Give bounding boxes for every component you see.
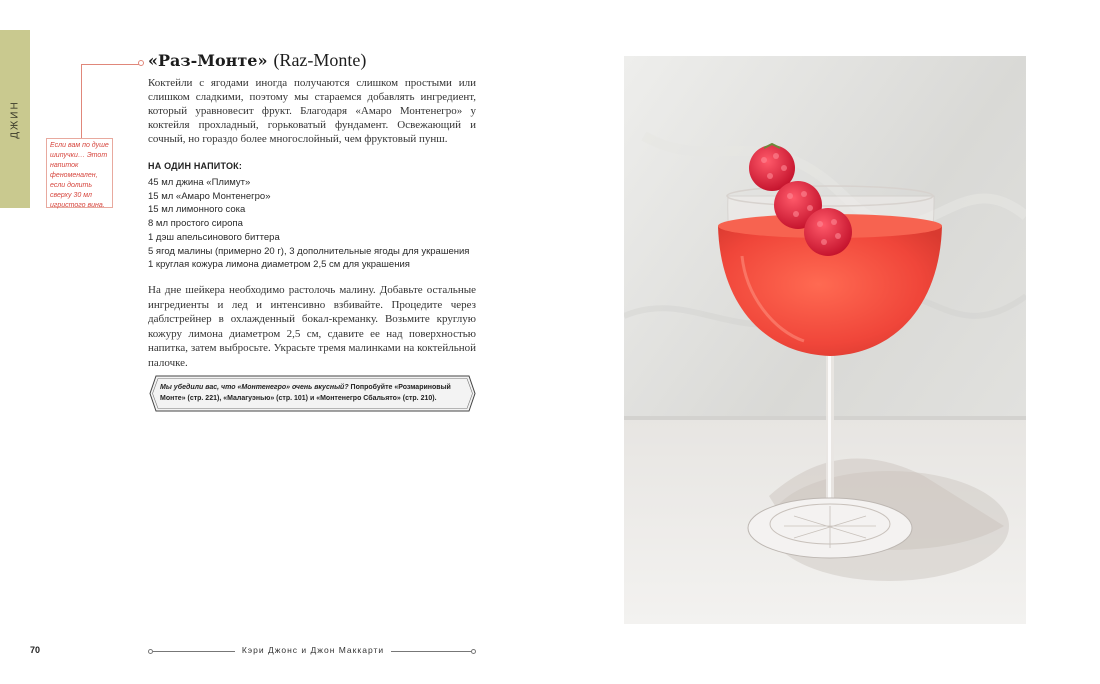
tip-text-italic: Мы убедили вас, что «Монтенегро» очень вкусный? [160, 384, 349, 391]
chapter-tab-label-wrap [0, 30, 30, 208]
ingredient-item: 45 мл джина «Плимут» [148, 177, 251, 188]
tip-box [149, 375, 476, 412]
recipe-title-en: (Raz-Monte) [273, 50, 367, 70]
ingredient-item: 15 мл «Амаро Монтенегро» [148, 190, 271, 202]
ingredient-item: 5 ягод малины (примерно 20 г), 3 дополнительные ягоды для украшения [148, 245, 470, 257]
ingredients-list [148, 176, 488, 272]
ingredients-heading: НА ОДИН НАПИТОК: [148, 161, 243, 171]
footer-ornament-right [471, 649, 476, 654]
note-connector-horizontal [81, 64, 139, 65]
cocktail-photo [624, 56, 1026, 624]
recipe-title [148, 50, 366, 71]
tip-text [160, 382, 468, 404]
footer-author: Кэри Джонс и Джон Маккарти [241, 645, 385, 655]
ingredient-item: 8 мл простого сиропа [148, 218, 243, 230]
margin-note-text: Если вам по душе шипучки… Этот напиток феноменален, если долить сверху 30 мл игристого вина. [50, 142, 109, 209]
footer-rule-right [391, 651, 471, 652]
tip-text-body: Попробуйте «Розмариновый Монте» (стр. 221), «Малагуэнью» (стр. 101) и «Монтенегро Сбальято» (стр. 210). [160, 384, 451, 402]
recipe-title-ru: «Раз-Монте» [148, 51, 268, 70]
recipe-method: На дне шейкера необходимо растолочь малину. Добавьте остальные ингредиенты и лед и интенсивно взбивайте. Процедите через даблстрейнер в охлажденный бокал-креманку. Возьмите круглую кожуру лимона диаметром 2,5 см, сдавите ее над поверхностью напитка, затем выбросьте. Украсьте тремя малинками на коктейльной палочке. [148, 284, 476, 369]
ingredient-item: 1 дэш апельсинового биттера [148, 231, 280, 243]
chapter-tab-label: ДЖИН [9, 99, 21, 139]
note-connector-dot [138, 60, 144, 66]
page-number: 70 [30, 645, 41, 655]
footer-rule-left [153, 651, 235, 652]
ingredient-item: 1 круглая кожура лимона диаметром 2,5 см для украшения [148, 259, 410, 271]
ingredient-item: 15 мл лимонного сока [148, 204, 246, 216]
recipe-intro: Коктейли с ягодами иногда получаются слишком простыми или слишком сладкими, поэтому мы стараемся добавлять ингредиент, который уравновесит фрукт. Благодаря «Амаро Монтенегро» у коктейля прохладный, горьковатый фундамент. Освежающий и сочный, но гораздо более многослойный, чем фруктовый пунш. [148, 77, 476, 145]
note-connector-vertical [81, 64, 82, 138]
margin-note [46, 138, 113, 208]
